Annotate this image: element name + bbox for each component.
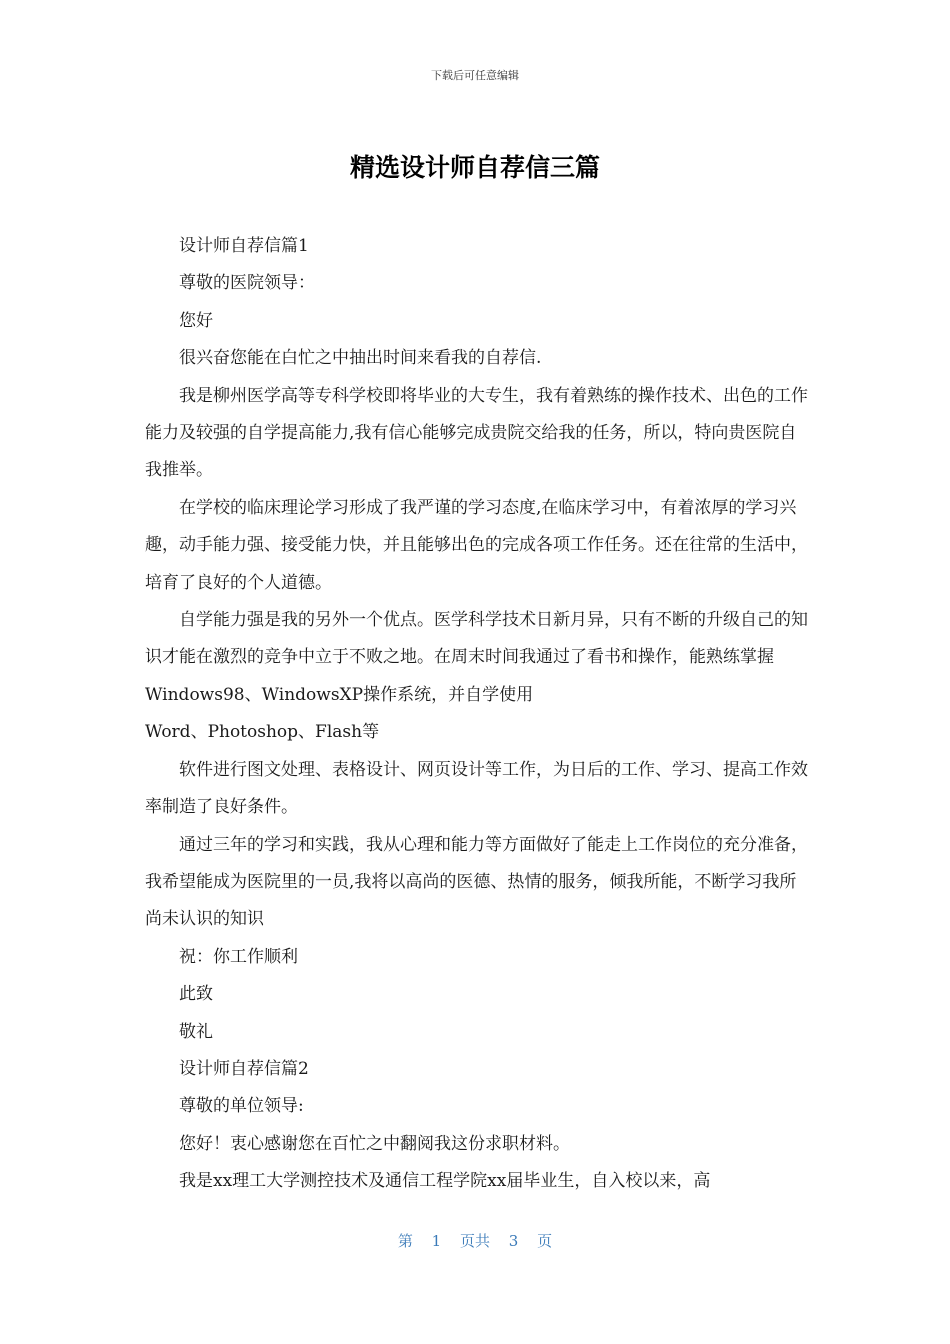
page-number: 第 1 页共 3 页 xyxy=(397,1232,553,1250)
greeting: 您好 xyxy=(179,310,213,331)
document-body xyxy=(145,228,813,1201)
body-paragraph: 自学能力强是我的另外一个优点。医学科学技术日新月异，只有不断的升级自己的知识才能在激烈的竞争中立于不败之地。在周末时间我通过了看书和操作，能熟练掌握Windows98、WindowsXP操作系统，并自学使用 xyxy=(145,610,808,705)
body-paragraph: 很兴奋您能在白忙之中抽出时间来看我的自荐信. xyxy=(179,348,542,369)
salutation: 尊敬的医院领导： xyxy=(179,273,315,294)
body-paragraph: 我是xx理工大学测控技术及通信工程学院xx届毕业生，自入校以来，高 xyxy=(179,1171,711,1192)
greeting: 您好！衷心感谢您在百忙之中翻阅我这份求职材料。 xyxy=(179,1133,570,1154)
header-note: 下载后可任意编辑 xyxy=(431,69,519,82)
section-heading: 设计师自荐信篇1 xyxy=(179,236,309,256)
section-heading: 设计师自荐信篇2 xyxy=(179,1058,309,1079)
body-paragraph: Word、Photoshop、Flash等 xyxy=(145,722,380,743)
body-paragraph: 我是柳州医学高等专科学校即将毕业的大专生，我有着熟练的操作技术、出色的工作能力及较强的自学提高能力,我有信心能够完成贵院交给我的任务，所以，特向贵医院自我推举。 xyxy=(145,385,808,481)
body-paragraph: 通过三年的学习和实践，我从心理和能力等方面做好了能走上工作岗位的充分准备，我希望能成为医院里的一员,我将以高尚的医德、热情的服务，倾我所能，不断学习我所尚未认识的知识 xyxy=(145,834,808,930)
closing-wish: 祝：你工作顺利 xyxy=(179,946,298,967)
document-title: 精选设计师自荐信三篇 xyxy=(349,153,600,182)
body-paragraph: 软件进行图文处理、表格设计、网页设计等工作，为日后的工作、学习、提高工作效率制造了良好条件。 xyxy=(145,759,808,818)
closing-line: 此致 xyxy=(179,984,213,1005)
closing-line: 敬礼 xyxy=(179,1021,213,1042)
body-paragraph: 在学校的临床理论学习形成了我严谨的学习态度,在临床学习中，有着浓厚的学习兴趣，动手能力强、接受能力快，并且能够出色的完成各项工作任务。还在往常的生活中，培育了良好的个人道德。 xyxy=(145,497,808,593)
salutation: 尊敬的单位领导: xyxy=(179,1096,304,1117)
